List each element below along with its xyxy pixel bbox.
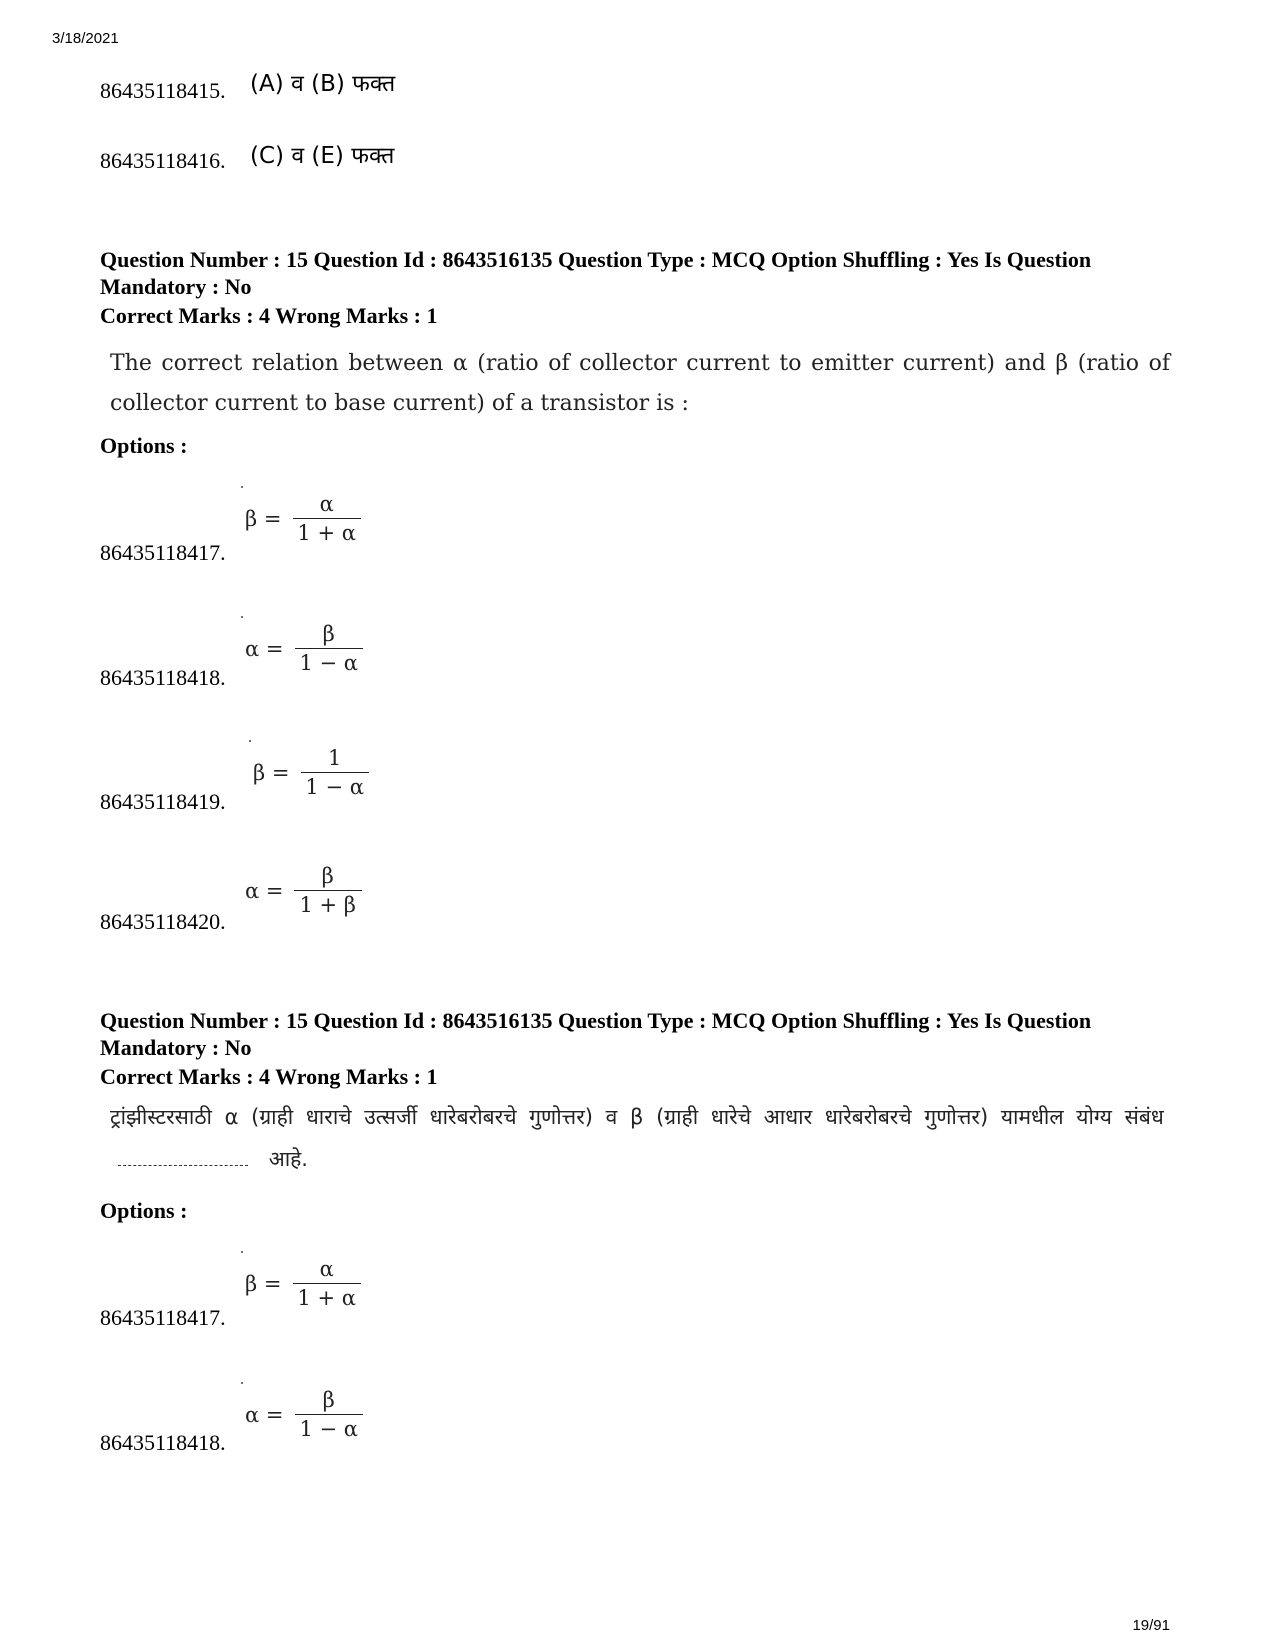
fraction-numerator: α bbox=[293, 1257, 361, 1284]
option-id: 86435118419. bbox=[100, 789, 226, 814]
question-marks: Correct Marks : 4 Wrong Marks : 1 bbox=[100, 303, 438, 328]
option-id: 86435118420. bbox=[100, 909, 226, 934]
fraction-numerator: α bbox=[293, 492, 361, 519]
fraction-denominator: 1 − α bbox=[305, 775, 364, 799]
scan-dot bbox=[249, 740, 251, 742]
fraction-denominator: 1 + α bbox=[297, 1286, 356, 1310]
formula-lhs: β = bbox=[245, 1271, 282, 1296]
fraction-denominator: 1 + α bbox=[297, 521, 356, 545]
question-text-part1: ट्रांझीस्टरसाठी α (ग्राही धाराचे उत्सर्जी धारेबरोबरचे गुणोत्तर) व β (ग्राही धारेचे आधार धारेबरोबरचे गुणोत्तर) यामधील योग्य संबंध bbox=[110, 1105, 1164, 1129]
scan-dot bbox=[241, 1251, 243, 1253]
question-header: Question Number : 15 Question Id : 8643516135 Question Type : MCQ Option Shuffling : Yes Is Question Mandatory : No bbox=[100, 1008, 1092, 1060]
fraction bbox=[293, 622, 364, 675]
fraction bbox=[299, 746, 370, 799]
page-number: 19/91 bbox=[1132, 1617, 1170, 1634]
option-text: (C) व (E) फक्त bbox=[250, 143, 395, 169]
formula-lhs: β = bbox=[253, 760, 290, 785]
scan-dot bbox=[241, 486, 243, 488]
option-formula bbox=[245, 1388, 364, 1441]
fraction bbox=[291, 492, 362, 545]
fraction-denominator: 1 + β bbox=[299, 893, 356, 917]
answer-blank bbox=[118, 1165, 248, 1166]
question-text: The correct relation between α (ratio of collector current to emitter current) and β (ratio of collector current to base current) of a transistor is : bbox=[110, 351, 1170, 416]
fraction-denominator: 1 − α bbox=[299, 1417, 358, 1441]
fraction-numerator: β bbox=[295, 1388, 363, 1415]
option-id: 86435118417. bbox=[100, 1305, 226, 1330]
fraction-numerator: β bbox=[295, 622, 363, 649]
formula-lhs: α = bbox=[245, 636, 284, 661]
question-header: Question Number : 15 Question Id : 8643516135 Question Type : MCQ Option Shuffling : Yes Is Question Mandatory : No bbox=[100, 247, 1092, 299]
formula-lhs: α = bbox=[245, 1402, 284, 1427]
fraction-numerator: β bbox=[294, 864, 362, 891]
options-label: Options : bbox=[100, 1198, 188, 1223]
option-formula bbox=[253, 746, 370, 799]
scan-dot bbox=[241, 1382, 243, 1384]
option-id: 86435118415. bbox=[100, 78, 226, 103]
options-label: Options : bbox=[100, 433, 188, 458]
formula-lhs: β = bbox=[245, 506, 282, 531]
fraction-numerator: 1 bbox=[301, 746, 369, 773]
option-formula bbox=[245, 492, 362, 545]
option-text: (A) व (B) फक्त bbox=[250, 71, 396, 97]
fraction bbox=[293, 864, 361, 917]
formula-lhs: α = bbox=[245, 878, 284, 903]
question-text-part2: आहे. bbox=[268, 1147, 308, 1171]
option-formula bbox=[245, 1257, 362, 1310]
option-formula bbox=[245, 622, 364, 675]
scan-dot bbox=[241, 616, 243, 618]
question-marks: Correct Marks : 4 Wrong Marks : 1 bbox=[100, 1064, 438, 1089]
option-id: 86435118418. bbox=[100, 665, 226, 690]
fraction bbox=[293, 1388, 364, 1441]
fraction-denominator: 1 − α bbox=[299, 651, 358, 675]
option-id: 86435118417. bbox=[100, 540, 226, 565]
option-id: 86435118416. bbox=[100, 148, 226, 173]
option-formula bbox=[245, 864, 362, 917]
fraction bbox=[291, 1257, 362, 1310]
print-date: 3/18/2021 bbox=[52, 30, 119, 47]
question-text bbox=[110, 1096, 1170, 1180]
option-id: 86435118418. bbox=[100, 1430, 226, 1455]
